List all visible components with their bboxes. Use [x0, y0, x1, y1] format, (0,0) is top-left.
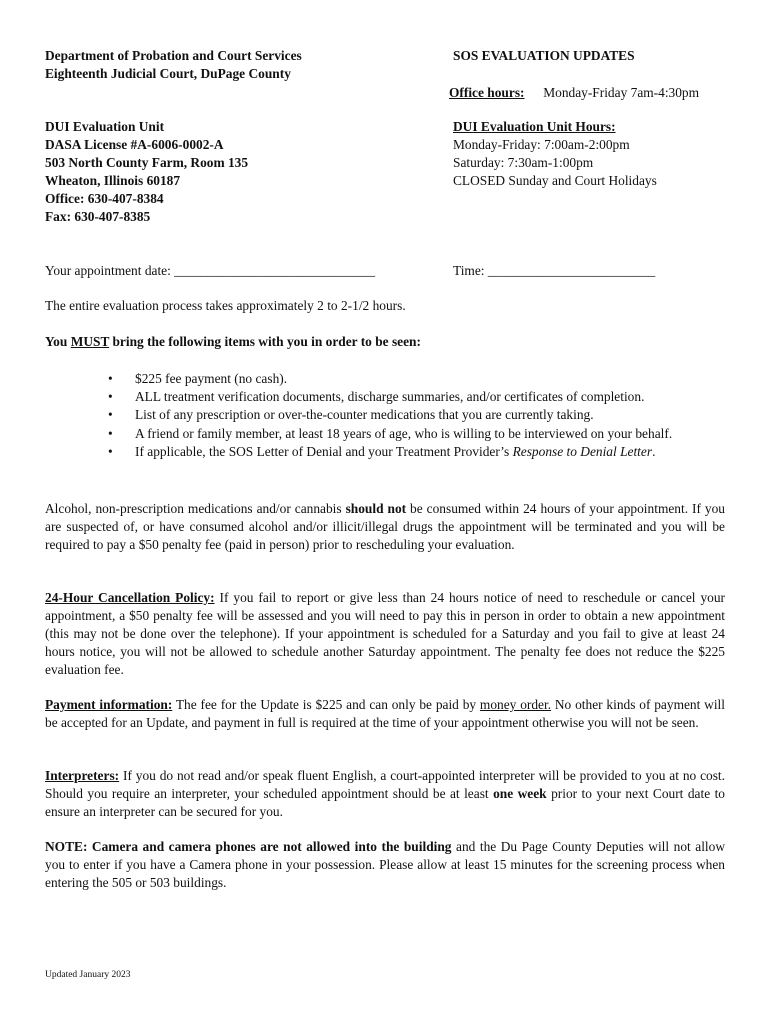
- bullet-icon: •: [108, 443, 113, 459]
- office-hours-value: Monday-Friday 7am-4:30pm: [543, 85, 700, 100]
- office-hours-label: Office hours:: [449, 85, 525, 100]
- bullet-icon: •: [108, 425, 113, 441]
- process-duration-note: The entire evaluation process takes approximately 2 to 2-1/2 hours.: [45, 298, 406, 313]
- must-emphasis: MUST: [70, 334, 110, 349]
- cancellation-policy-label: 24-Hour Cancellation Policy:: [45, 590, 215, 605]
- should-not-emphasis: should not: [345, 501, 407, 516]
- list-item: • ALL treatment verification documents, discharge summaries, and/or certificates of completion.: [108, 388, 728, 406]
- required-items-list: [108, 370, 728, 461]
- appointment-date-field: Your appointment date: ______________________________: [45, 263, 376, 278]
- saturday-hours: Saturday: 7:30am-1:00pm: [453, 155, 594, 170]
- bullet-icon: •: [108, 371, 113, 386]
- appointment-time-field: Time: _________________________: [453, 263, 656, 278]
- weekday-hours: Monday-Friday: 7:00am-2:00pm: [453, 137, 630, 152]
- alcohol-policy-paragraph: Alcohol, non-prescription medications and/or cannabis should not be consumed within 24 hours of your appointment. If you are suspected of, or have consumed alcohol and/or illicit/illegal drugs the appointment will be terminated and you will be required to pay a $50 penalty fee (paid in person) prior to rescheduling your evaluation.: [45, 501, 725, 552]
- money-order-emphasis: money order.: [479, 697, 552, 712]
- list-item: • If applicable, the SOS Letter of Denial and your Treatment Provider’s Response to Denial Letter.: [108, 443, 728, 461]
- office-phone: Office: 630-407-8384: [45, 191, 164, 206]
- unit-name: DUI Evaluation Unit: [45, 119, 165, 134]
- payment-information-label: Payment information:: [45, 697, 173, 712]
- denial-letter-title: Response to Denial Letter: [512, 443, 653, 459]
- interpreters-label: Interpreters:: [45, 768, 120, 783]
- page-title: SOS EVALUATION UPDATES: [453, 48, 635, 63]
- camera-note-emphasis: NOTE: Camera and camera phones are not allowed into the building: [45, 839, 452, 854]
- unit-hours-block: [453, 118, 657, 190]
- department-header: [45, 47, 302, 83]
- interpreters-paragraph: Interpreters: If you do not read and/or speak fluent English, a court-appointed interpreter will be provided to you at no cost. Should you require an interpreter, your scheduled appointment should be at least one week prior to your next Court date to ensure an interpreter can be secured for you.: [45, 768, 725, 819]
- department-name: Department of Probation and Court Services: [45, 48, 302, 63]
- license-number: DASA License #A-6006-0002-A: [45, 137, 224, 152]
- updated-date-footer: Updated January 2023: [45, 970, 131, 980]
- list-item: • A friend or family member, at least 18 years of age, who is willing to be interviewed on your behalf.: [108, 425, 728, 443]
- payment-information-paragraph: Payment information: The fee for the Update is $225 and can only be paid by money order. No other kinds of payment will be accepted for an Update, and payment in full is required at the time of your appointment otherwise you will not be seen.: [45, 697, 725, 730]
- address-block: [45, 118, 248, 226]
- office-hours: [449, 84, 699, 102]
- list-item: • List of any prescription or over-the-counter medications that you are currently taking.: [108, 406, 728, 424]
- fax-number: Fax: 630-407-8385: [45, 209, 151, 224]
- list-item: • $225 fee payment (no cash).: [108, 370, 728, 388]
- closed-days: CLOSED Sunday and Court Holidays: [453, 173, 657, 188]
- one-week-emphasis: one week: [493, 786, 547, 801]
- camera-note-paragraph: NOTE: Camera and camera phones are not allowed into the building and the Du Page County Deputies will not allow you to enter if you have a Camera phone in your possession. Please allow at least 15 minutes for the screening process when entering the 505 or 503 buildings.: [45, 839, 725, 890]
- cancellation-policy-paragraph: 24-Hour Cancellation Policy: If you fail to report or give less than 24 hours notice of need to reschedule or cancel your appointment, a $50 penalty fee will be assessed and you will need to pay this in person in order to obtain a new appointment (this may not be done over the telephone). If your appointment is scheduled for a Saturday and you fail to give at least 24 hours notice, you will not be allowed to schedule another Saturday appointment. The penalty fee does not reduce the $225 evaluation fee.: [45, 590, 725, 677]
- bullet-icon: •: [108, 389, 113, 405]
- bullet-icon: •: [108, 407, 113, 423]
- unit-hours-title: DUI Evaluation Unit Hours:: [453, 119, 616, 134]
- must-bring-heading: You MUST bring the following items with you in order to be seen:: [45, 334, 421, 349]
- court-name: Eighteenth Judicial Court, DuPage County: [45, 66, 291, 81]
- city-state-zip: Wheaton, Illinois 60187: [45, 173, 181, 188]
- street-address: 503 North County Farm, Room 135: [45, 155, 249, 170]
